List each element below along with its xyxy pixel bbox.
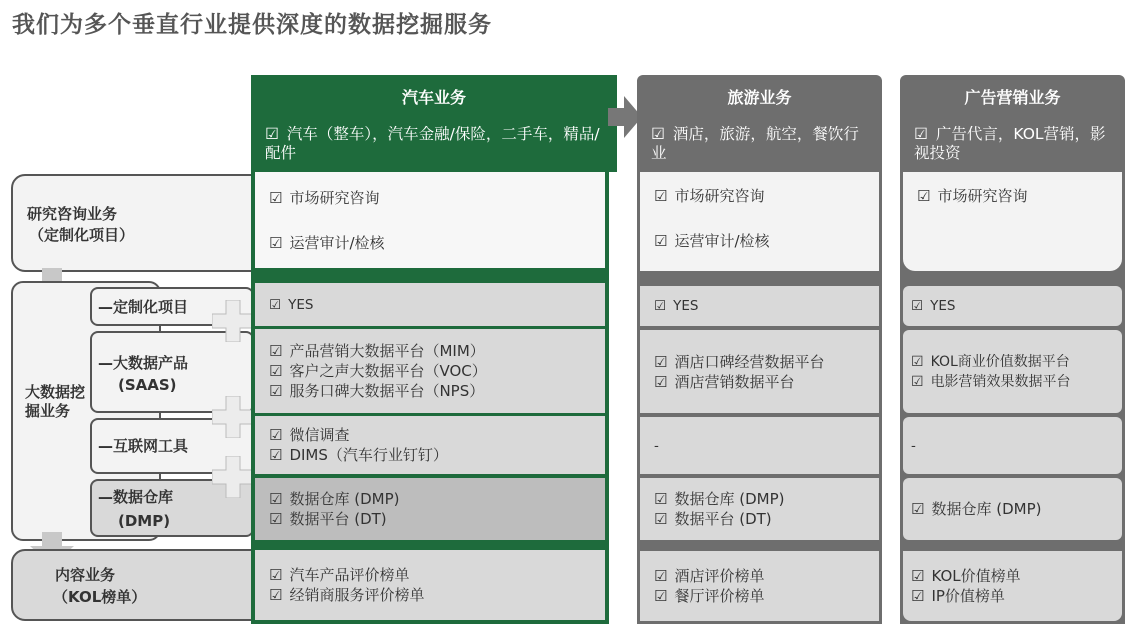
- auto-research-item: ☑ 市场研究咨询: [269, 189, 380, 207]
- auto-custom-value: ☑ YES: [269, 296, 314, 313]
- auto-content-item: ☑ 汽车产品评价榜单: [269, 566, 410, 584]
- ad-column-desc: ☑ 广告代言，KOL营销，影视投资: [914, 125, 1106, 162]
- checkbox-icon: ☑: [914, 125, 928, 143]
- green-separator: [251, 272, 609, 283]
- travel-product-item: ☑ 酒店口碑经营数据平台: [654, 352, 825, 371]
- travel-column-header: [637, 75, 882, 172]
- content-label-line1: 内容业务: [55, 566, 116, 584]
- travel-column-title: 旅游业务: [727, 87, 792, 107]
- travel-content-item: ☑ 餐厅评价榜单: [654, 587, 765, 605]
- auto-column-header: [251, 75, 617, 172]
- travel-warehouse-item: ☑ 数据仓库 (DMP): [654, 490, 785, 508]
- ad-research-cell: [903, 172, 1122, 271]
- bigdata-label: 大数据挖掘业务: [25, 383, 86, 420]
- ad-product-cell: [903, 330, 1122, 413]
- travel-warehouse-item: ☑ 数据平台 (DT): [654, 510, 772, 528]
- auto-research-cell: [251, 172, 609, 272]
- auto-tools-item: ☑ DIMS（汽车行业钉钉）: [269, 446, 448, 464]
- ad-custom-cell: [903, 286, 1122, 326]
- travel-custom-cell: [640, 286, 879, 326]
- content-label-line2: （KOL榜单）: [53, 588, 147, 606]
- auto-product-item: ☑ 客户之声大数据平台（VOC）: [269, 362, 487, 380]
- auto-custom-cell: [251, 283, 609, 326]
- ad-custom-value: ☑ YES: [911, 298, 956, 314]
- travel-research-frame: [637, 172, 882, 274]
- internet-tools-label: —互联网工具: [98, 437, 189, 455]
- travel-warehouse-cell: [640, 478, 879, 540]
- ad-warehouse-cell: [903, 478, 1122, 540]
- custom-project-label: —定制化项目: [98, 298, 189, 316]
- auto-tools-item: ☑ 微信调查: [269, 426, 350, 444]
- auto-product-cell: [251, 329, 609, 413]
- auto-warehouse-item: ☑ 数据仓库 (DMP): [269, 490, 400, 508]
- plus-icon: [212, 456, 254, 502]
- travel-column-desc: ☑ 酒店，旅游，航空，餐饮行业: [651, 125, 859, 162]
- bigdata-product-label-line1: —大数据产品: [98, 354, 189, 372]
- ad-tools-value: -: [911, 437, 916, 454]
- auto-desc-text: 汽车（整车），汽车金融/保险，二手车，精品/配件: [265, 125, 600, 162]
- ad-research-item: ☑ 市场研究咨询: [917, 187, 1028, 205]
- auto-column-desc: [251, 117, 617, 163]
- ad-tools-cell: [903, 417, 1122, 474]
- data-warehouse-label-line2: (DMP): [118, 512, 171, 530]
- checkbox-icon: ☑: [265, 125, 279, 143]
- travel-research-item: ☑ 运营审计/检核: [654, 232, 770, 250]
- plus-icon: [212, 300, 254, 346]
- ad-product-item: ☑ 电影营销效果数据平台: [911, 373, 1071, 390]
- travel-content-item: ☑ 酒店评价榜单: [654, 567, 765, 585]
- ad-content-item: ☑ KOL价值榜单: [911, 567, 1021, 585]
- travel-research-cell: [640, 172, 879, 271]
- data-warehouse-label-line1: —数据仓库: [98, 488, 174, 506]
- auto-tools-cell: [251, 416, 609, 474]
- bigdata-product-label-line2: (SAAS): [118, 376, 177, 394]
- travel-tools-value: -: [654, 437, 659, 454]
- auto-research-item: ☑ 运营审计/检核: [269, 234, 385, 252]
- ad-warehouse-item: ☑ 数据仓库 (DMP): [911, 500, 1042, 518]
- auto-warehouse-cell: [251, 478, 609, 540]
- auto-content-cell: [251, 550, 609, 624]
- ad-research-frame: [900, 172, 1125, 274]
- research-label-line2: （定制化项目）: [29, 226, 135, 244]
- travel-content-cell: [640, 551, 879, 621]
- auto-product-item: ☑ 产品营销大数据平台（MIM）: [269, 342, 485, 360]
- checkbox-icon: ☑: [651, 125, 665, 143]
- travel-product-item: ☑ 酒店营销数据平台: [654, 372, 795, 391]
- auto-product-item: ☑ 服务口碑大数据平台（NPS）: [269, 382, 485, 400]
- ad-product-item: ☑ KOL商业价值数据平台: [911, 353, 1070, 370]
- research-label-line1: 研究咨询业务: [27, 205, 118, 223]
- auto-warehouse-item: ☑ 数据平台 (DT): [269, 510, 387, 528]
- green-separator: [251, 540, 609, 550]
- travel-product-cell: [640, 330, 879, 413]
- travel-custom-value: ☑ YES: [654, 298, 699, 314]
- travel-tools-cell: [640, 417, 879, 474]
- ad-column-header: [900, 75, 1125, 172]
- auto-column-title: 汽车业务: [401, 87, 466, 107]
- travel-research-item: ☑ 市场研究咨询: [654, 187, 765, 205]
- ad-content-item: ☑ IP价值榜单: [911, 587, 1005, 605]
- page-title: 我们为多个垂直行业提供深度的数据挖掘服务: [12, 12, 492, 38]
- auto-content-item: ☑ 经销商服务评价榜单: [269, 586, 425, 604]
- plus-icon: [212, 396, 254, 442]
- ad-content-cell: [903, 551, 1122, 621]
- ad-column-title: 广告营销业务: [964, 87, 1061, 107]
